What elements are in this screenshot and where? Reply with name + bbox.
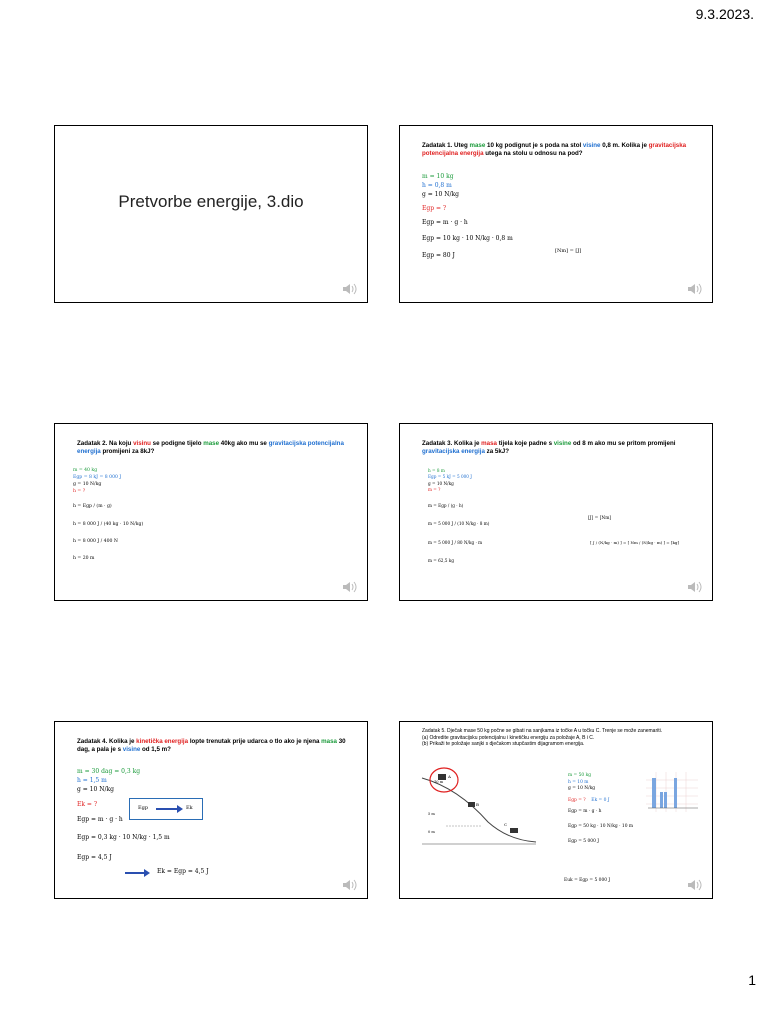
task-text: Zadatak 5. Dječak mase 50 kg počne se gibati na sanjkama iz točke A u točku C. Trenje se može zanemariti. (a) Odredite gravitacijsku potencijalnu i kinetičku energiju za položaje A, B i C. (b) Prikaži te položaje sanjki s dječakom stupčastim dijagramom energija. xyxy=(422,728,663,747)
page-number: 1 xyxy=(748,972,756,988)
slide-3 xyxy=(54,423,368,601)
speaker-icon xyxy=(686,282,702,296)
height-label: 10 m xyxy=(434,780,444,784)
task-text: Zadatak 1. Uteg mase 10 kg podignut je s poda na stol visine 0,8 m. Kolika je gravitacijska potencijalna energija utega na stolu u odnosu na pod? xyxy=(422,142,687,158)
speaker-icon xyxy=(341,282,357,296)
speaker-icon xyxy=(341,580,357,594)
solution: m = 10 kg h = 0,8 m g = 10 N/kg Egp = ? Egp = m · g · h Egp = 10 kg · 10 N/kg · 0,8 m Egp = 80 J xyxy=(422,173,513,259)
slide-2 xyxy=(399,125,713,303)
unit-note: [Nm] = [J] xyxy=(555,248,582,254)
task-text: Zadatak 3. Kolika je masa tijela koje padne s visine od 8 m ako mu se pritom promijeni gravitacijska energija za 5kJ? xyxy=(422,440,676,456)
speaker-icon xyxy=(686,878,702,892)
task-text: Zadatak 4. Kolika je kinetička energija lopte trenutak prije udarca o tlo ako je njena masa 30 dag, a pala je s visine od 1,5 m? xyxy=(77,738,346,754)
total-energy: Euk = Egp = 5 000 J xyxy=(564,878,611,883)
energy-bar-diagram xyxy=(646,772,698,812)
slide-6 xyxy=(399,721,713,899)
slide-1 xyxy=(54,125,368,303)
slide-4 xyxy=(399,423,713,601)
solution: m = 30 dag = 0,3 kg h = 1,5 m g = 10 N/kg Ek = ? Egp = m · g · h Egp = 0,3 kg · 10 N/kg · 1,5 m Egp = 4,5 J xyxy=(77,768,170,861)
point-b-label: B xyxy=(476,802,479,807)
height-label: 5 m xyxy=(428,812,435,816)
result: Ek = Egp = 4,5 J xyxy=(157,868,209,875)
height-label: 0 m xyxy=(428,830,435,834)
speaker-icon xyxy=(686,580,702,594)
arrow-icon xyxy=(125,872,145,874)
solution: m = 50 kg h = 10 m g = 10 N/kg Egp = ? Ek = 0 J Egp = m · g · h Egp = 50 kg · 10 N/kg · 10 m Egp = 5 000 J xyxy=(568,773,634,844)
sled-hill-illustration xyxy=(418,766,540,846)
task-text: Zadatak 2. Na koju visinu se podigne tijelo mase 40kg ako mu se gravitacijska potencijalna energija promijeni za 8kJ? xyxy=(77,440,344,456)
solution: h = 8 m Egp = 5 kJ = 5 000 J g = 10 N/kg m = ? m = Egp / (g · h) m = 5 000 J / (10 N/kg · 8 m) m = 5 000 J / 80 N/kg · m m = 62,5 kg xyxy=(428,468,490,564)
unit-derivation: [ J / (N/kg · m) ] = [ Nm / (N/kg · m) ] = [kg] xyxy=(590,540,680,545)
arrow-icon xyxy=(156,808,178,810)
solution: m = 40 kg Egp = 8 kJ = 8 000 J g = 10 N/kg h = ? h = Egp / (m · g) h = 8 000 J / (40 kg · 10 N/kg) h = 8 000 J / 400 N h = 20 m xyxy=(73,468,144,562)
slide-title: Pretvorbe energije, 3.dio xyxy=(118,192,304,211)
energy-conversion-box: Egp Ek xyxy=(129,798,203,820)
point-c-label: C xyxy=(504,822,508,827)
slide-5 xyxy=(54,721,368,899)
unit-note: [J] = [Nm] xyxy=(588,516,612,521)
document-date: 9.3.2023. xyxy=(695,6,754,22)
speaker-icon xyxy=(341,878,357,892)
point-a-label: A xyxy=(448,774,451,779)
